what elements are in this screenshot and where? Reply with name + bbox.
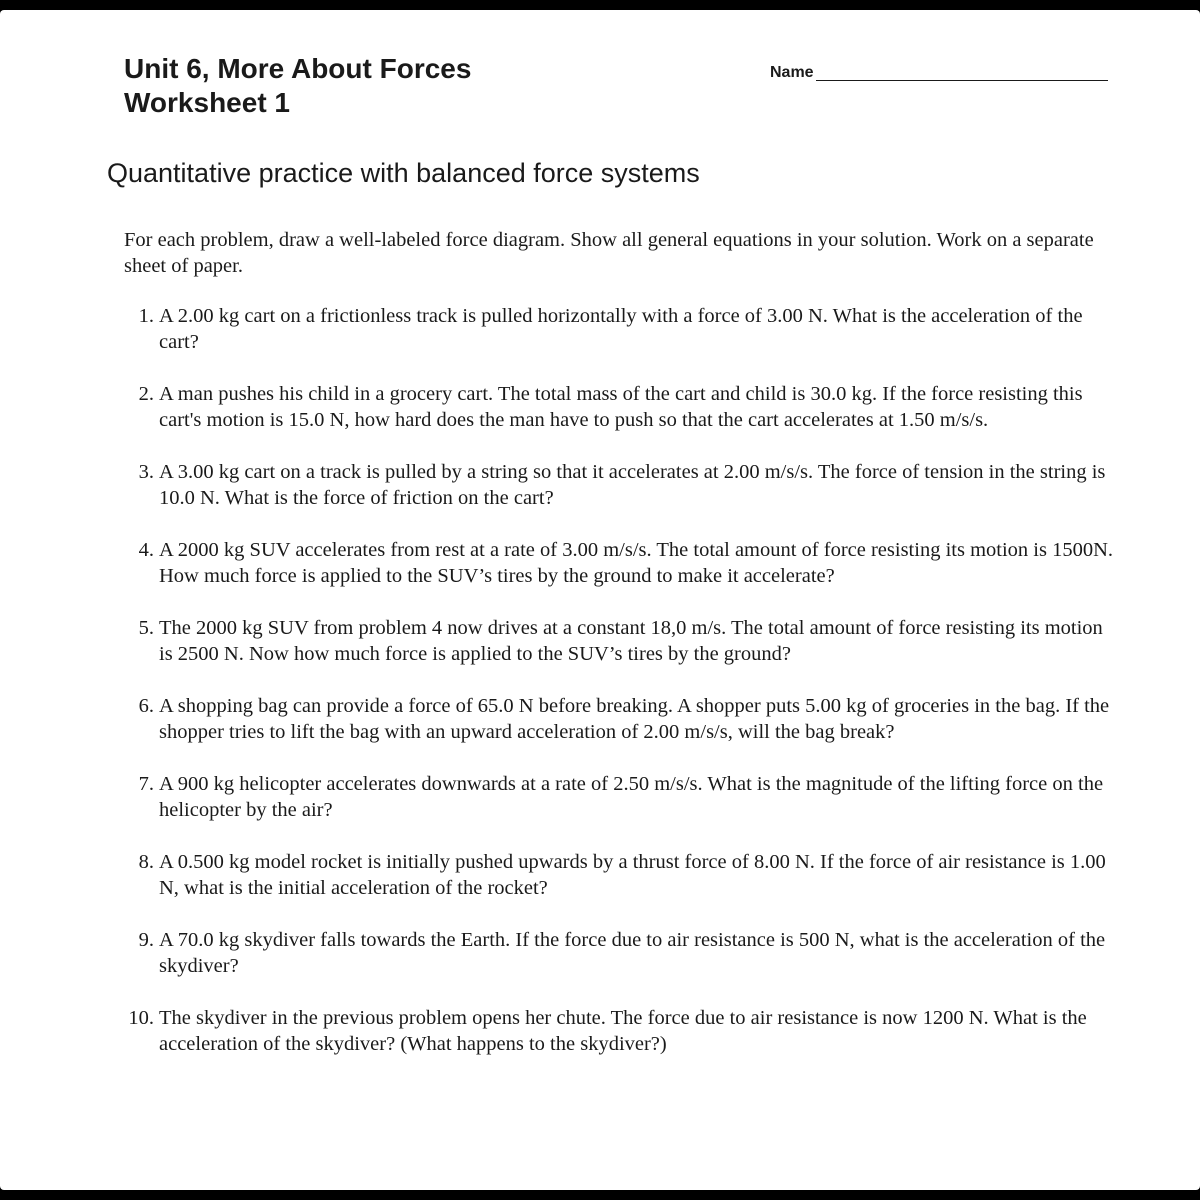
- worksheet-page: [0, 10, 1200, 1190]
- problem-item: [124, 849, 1114, 901]
- problem-number: 9.: [138, 929, 154, 951]
- name-label: Name: [770, 64, 814, 81]
- instructions-paragraph: For each problem, draw a well-labeled force diagram. Show all general equations in your solution. Work on a separate sheet of paper.: [124, 229, 1094, 277]
- title-line-unit: Unit 6, More About Forces: [124, 53, 472, 84]
- problem-list: [124, 303, 1114, 1083]
- problem-item: [124, 927, 1114, 979]
- problem-item: [124, 1005, 1114, 1057]
- problem-item: [124, 615, 1114, 667]
- problem-number: 7.: [138, 773, 154, 795]
- problem-text: The 2000 kg SUV from problem 4 now drives at a constant 18,0 m/s. The total amount of force resisting its motion is 2500 N. Now how much force is applied to the SUV’s tires by the ground?: [159, 617, 1103, 665]
- problem-text: A 0.500 kg model rocket is initially pushed upwards by a thrust force of 8.00 N. If the force of air resistance is 1.00 N, what is the initial acceleration of the rocket?: [159, 851, 1106, 899]
- problem-number: 8.: [138, 851, 154, 873]
- problem-number: 2.: [138, 383, 154, 405]
- problem-text: A 70.0 kg skydiver falls towards the Earth. If the force due to air resistance is 500 N, what is the acceleration of the skydiver?: [159, 929, 1106, 977]
- title-line-worksheet: Worksheet 1: [124, 87, 290, 118]
- problem-number: 3.: [138, 461, 154, 483]
- problem-number: 1.: [138, 305, 154, 327]
- name-blank-line[interactable]: [816, 80, 1108, 81]
- problem-text: A 900 kg helicopter accelerates downwards at a rate of 2.50 m/s/s. What is the magnitude of the lifting force on the helicopter by the air?: [159, 773, 1104, 821]
- worksheet-title: [124, 52, 471, 120]
- section-subtitle: Quantitative practice with balanced force systems: [107, 158, 700, 188]
- problem-item: [124, 537, 1114, 589]
- problem-item: [124, 381, 1114, 433]
- problem-number: 10.: [128, 1007, 154, 1029]
- problem-text: A 2000 kg SUV accelerates from rest at a rate of 3.00 m/s/s. The total amount of force resisting its motion is 1500N. How much force is applied to the SUV’s tires by the ground to make it accelerate?: [159, 539, 1114, 587]
- problem-number: 4.: [138, 539, 154, 561]
- problem-text: A shopping bag can provide a force of 65.0 N before breaking. A shopper puts 5.00 kg of groceries in the bag. If the shopper tries to lift the bag with an upward acceleration of 2.00 m/s/s, will the bag break?: [159, 695, 1110, 743]
- problem-number: 5.: [138, 617, 154, 639]
- problem-item: [124, 693, 1114, 745]
- problem-text: A 2.00 kg cart on a frictionless track is pulled horizontally with a force of 3.00 N. What is the acceleration of the cart?: [159, 305, 1083, 353]
- problem-text: A man pushes his child in a grocery cart. The total mass of the cart and child is 30.0 kg. If the force resisting this cart's motion is 15.0 N, how hard does the man have to push so that the cart accelerates at 1.50 m/s/s.: [159, 383, 1083, 431]
- problem-item: [124, 771, 1114, 823]
- problem-item: [124, 303, 1114, 355]
- problem-text: A 3.00 kg cart on a track is pulled by a string so that it accelerates at 2.00 m/s/s. The force of tension in the string is 10.0 N. What is the force of friction on the cart?: [159, 461, 1106, 509]
- problem-item: [124, 459, 1114, 511]
- problem-text: The skydiver in the previous problem opens her chute. The force due to air resistance is now 1200 N. What is the acceleration of the skydiver? (What happens to the skydiver?): [159, 1007, 1087, 1055]
- problem-number: 6.: [138, 695, 154, 717]
